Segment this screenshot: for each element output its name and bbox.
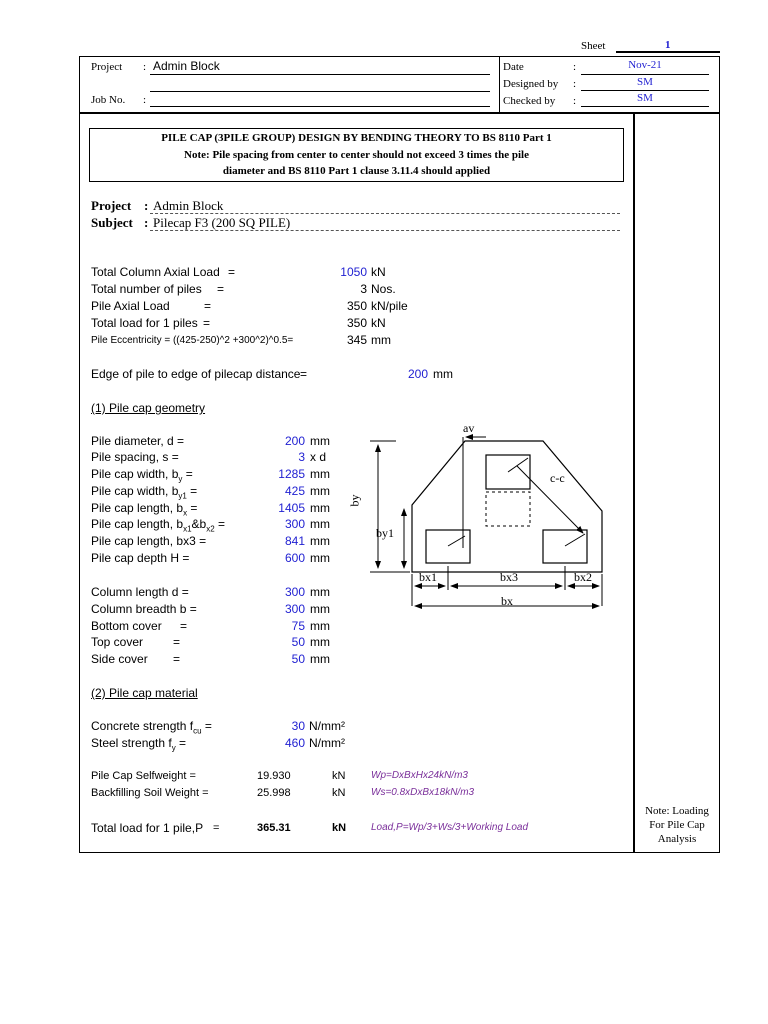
colon: :	[573, 61, 577, 73]
label-bx: bx	[501, 594, 513, 608]
weight-label: Backfilling Soil Weight =	[91, 787, 209, 799]
load-value: 3	[360, 282, 367, 296]
weight-note: Ws=0.8xDxBx18kN/m3	[371, 787, 475, 798]
geometry-unit: mm	[310, 517, 330, 531]
geometry-value: 200	[284, 434, 305, 448]
side-column-divider	[633, 113, 635, 853]
weight-value: 19.930	[257, 770, 291, 782]
total-eq: =	[213, 822, 220, 834]
subject-dash-line	[150, 230, 620, 231]
project-value: Admin Block	[153, 198, 224, 213]
project-dash-line	[150, 213, 620, 214]
geometry-unit: mm	[310, 551, 330, 565]
sheet-number: 1	[665, 39, 671, 51]
total-value: 365.31	[257, 822, 291, 834]
side-note-1: Note: Loading	[645, 805, 709, 817]
sheet-label: Sheet	[581, 40, 606, 52]
load-unit: mm	[371, 333, 391, 347]
jobno-underline	[150, 106, 490, 107]
geometry-unit: mm	[310, 534, 330, 548]
pile-tick-top	[508, 458, 528, 472]
geometry-label: Pile cap length, $b_{x1}\&b_{x2}$ =	[91, 517, 225, 534]
geometry-value: 600	[284, 551, 305, 565]
geometry-value: 841	[284, 534, 305, 548]
concrete-label	[91, 719, 212, 735]
load-unit: kN/pile	[371, 299, 408, 313]
column-label: Top cover	[91, 635, 144, 649]
geometry-label: Pile cap length, $b_x$ =	[91, 501, 198, 518]
column-label: Side cover	[91, 652, 148, 666]
column-eq: =	[180, 619, 188, 633]
load-label: Pile Axial Load	[91, 299, 170, 313]
concrete-value: 30	[291, 719, 305, 733]
geometry-label: Pile cap depth H =	[91, 551, 190, 565]
steel-value: 460	[284, 736, 305, 750]
column-unit: mm	[310, 585, 330, 599]
weight-value: 25.998	[257, 787, 291, 799]
label-bx1: bx1	[419, 570, 437, 584]
geometry-unit: mm	[310, 484, 330, 498]
steel-tail: =	[175, 736, 187, 750]
project-label: Project	[91, 198, 132, 213]
designed-underline	[581, 90, 709, 91]
material-heading: (2) Pile cap material	[91, 686, 198, 700]
header-designed-label: Designed by	[503, 78, 559, 90]
header-jobno-label: Job No.	[91, 94, 126, 106]
geometry-value: 425	[284, 484, 305, 498]
label-av: av	[463, 421, 475, 435]
load-unit: Nos.	[371, 282, 396, 296]
load-unit: kN	[371, 265, 386, 279]
title-line-2: Note: Pile spacing from center to center should not exceed 3 times the pile	[184, 149, 529, 161]
header-project-colon: :	[143, 61, 147, 73]
column-unit: mm	[310, 652, 330, 666]
weight-label: Pile Cap Selfweight =	[91, 770, 196, 782]
load-value: 345	[346, 333, 367, 347]
load-value: 1050	[340, 265, 367, 279]
colon: :	[573, 78, 577, 90]
label-cc: c-c	[550, 471, 565, 485]
geometry-label: Pile diameter, d =	[91, 434, 185, 448]
column-value: 50	[291, 635, 305, 649]
column-eq: =	[173, 652, 181, 666]
weight-unit: kN	[332, 770, 346, 782]
geometry-value: 1285	[278, 467, 305, 481]
subject-label: Subject	[91, 215, 133, 230]
load-label: Total Column Axial Load	[91, 265, 220, 279]
steel-label-text: Steel strength f	[91, 736, 172, 750]
column-label: Column breadth b =	[91, 602, 197, 616]
header-divider	[499, 56, 500, 113]
geometry-value: 1405	[278, 501, 305, 515]
date-underline	[581, 74, 709, 75]
colon: :	[573, 95, 577, 107]
concrete-sub: cu	[193, 726, 202, 736]
dashed-pile	[486, 492, 530, 526]
subject-value: Pilecap F3 (200 SQ PILE)	[153, 215, 291, 230]
weight-note: Wp=DxBxHx24kN/m3	[371, 770, 468, 781]
weight-unit: kN	[332, 787, 346, 799]
geometry-value: 3	[298, 450, 305, 464]
geometry-unit: mm	[310, 501, 330, 515]
header-project-label: Project	[91, 61, 123, 73]
column-value: 75	[291, 619, 305, 633]
checked-underline	[581, 106, 709, 107]
load-eq: =	[204, 299, 212, 313]
geometry-label: Pile cap width, $b_y$ =	[91, 467, 193, 484]
pile-tick-right	[565, 534, 585, 546]
load-value: 350	[346, 316, 367, 330]
column-unit: mm	[310, 635, 330, 649]
subject-colon: :	[144, 215, 149, 230]
steel-unit: N/mm²	[309, 736, 345, 750]
column-unit: mm	[310, 619, 330, 633]
side-note-2: For Pile Cap	[649, 819, 705, 831]
column-label: Bottom cover	[91, 619, 162, 633]
label-bx2: bx2	[574, 570, 592, 584]
column-value: 50	[291, 652, 305, 666]
edge-label: Edge of pile to edge of pilecap distance	[91, 367, 301, 381]
column-label: Column length d =	[91, 585, 189, 599]
total-note: Load,P=Wp/3+Ws/3+Working Load	[371, 822, 529, 833]
header-designed-value: SM	[637, 76, 653, 88]
edge-eq: =	[300, 367, 308, 381]
column-value: 300	[284, 585, 305, 599]
title-line-3: diameter and BS 8110 Part 1 clause 3.11.4 should applied	[222, 165, 491, 177]
project-colon: :	[144, 198, 149, 213]
steel-sub: y	[171, 743, 176, 753]
project-underline	[150, 74, 490, 75]
load-eq: =	[203, 316, 211, 330]
pile-tick-left	[448, 536, 465, 546]
pile-cap-diagram	[340, 415, 630, 615]
column-value: 300	[284, 602, 305, 616]
header-checked-label: Checked by	[503, 95, 556, 107]
geometry-value: 300	[284, 517, 305, 531]
geometry-unit: mm	[310, 467, 330, 481]
header-jobno-colon: :	[143, 94, 147, 106]
pilecap-outline	[412, 441, 602, 572]
load-unit: kN	[371, 316, 386, 330]
concrete-label-text: Concrete strength f	[91, 719, 194, 733]
edge-value: 200	[407, 367, 428, 381]
load-eq: =	[228, 265, 236, 279]
geometry-heading: (1) Pile cap geometry	[91, 401, 206, 415]
geometry-label: Pile cap width, $b_{y1}$ =	[91, 484, 198, 501]
header-project-value: Admin Block	[153, 59, 220, 73]
project-underline-2	[150, 91, 490, 92]
load-label: Pile Eccentricity = ((425-250)^2 +300^2)^0.5=	[91, 335, 294, 346]
geometry-unit: mm	[310, 434, 330, 448]
load-eq: =	[217, 282, 225, 296]
title-line-1: PILE CAP (3PILE GROUP) DESIGN BY BENDING THEORY TO BS 8110 Part 1	[161, 132, 552, 144]
label-by: by	[347, 494, 362, 507]
header-date-value: Nov-21	[628, 59, 662, 71]
total-label: Total load for 1 pile,P	[91, 821, 204, 835]
concrete-tail: =	[201, 719, 212, 733]
total-unit: kN	[332, 822, 347, 834]
header-checked-value: SM	[637, 92, 653, 104]
geometry-label: Pile spacing, s =	[91, 450, 179, 464]
steel-label	[91, 736, 186, 752]
load-label: Total load for 1 piles	[91, 316, 198, 330]
header-date-label: Date	[503, 61, 524, 73]
column-eq: =	[173, 635, 181, 649]
load-label: Total number of piles	[91, 282, 202, 296]
concrete-unit: N/mm²	[309, 719, 345, 733]
side-note-3: Analysis	[657, 833, 697, 845]
geometry-unit: x d	[310, 450, 327, 464]
load-value: 350	[346, 299, 367, 313]
geometry-label: Pile cap length, bx3 =	[91, 534, 207, 548]
label-by1: by1	[376, 526, 394, 540]
column-unit: mm	[310, 602, 330, 616]
sheet-underline	[616, 51, 720, 53]
right-pile	[543, 530, 587, 563]
label-bx3: bx3	[500, 570, 518, 584]
edge-unit: mm	[433, 367, 453, 381]
